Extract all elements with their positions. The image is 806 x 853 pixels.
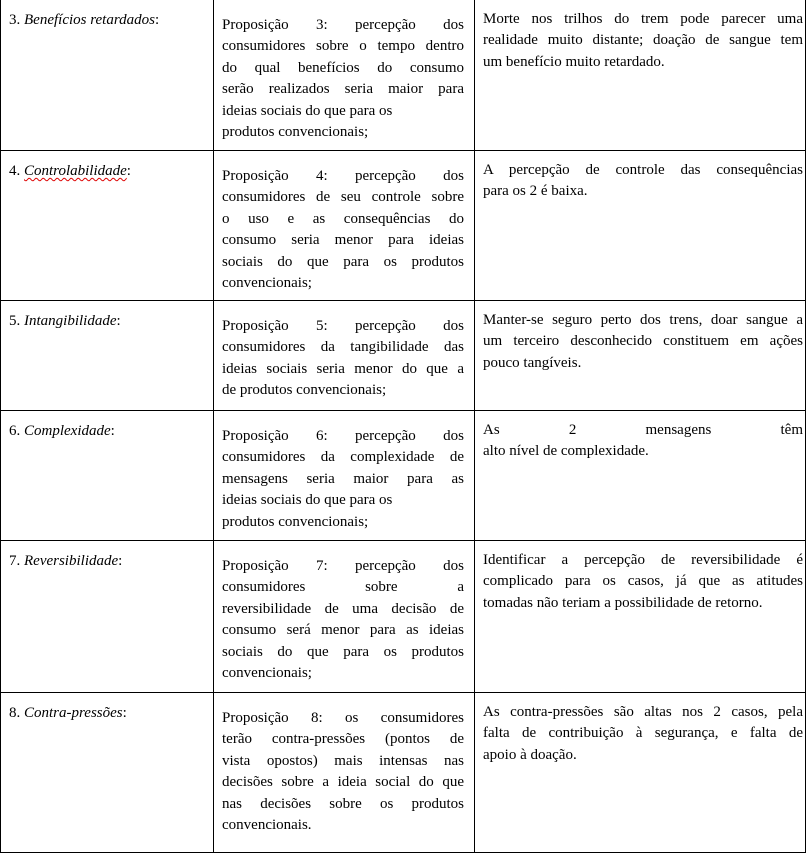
- dimension-cell: [1, 541, 214, 693]
- proposition-cell: [214, 541, 475, 693]
- analysis-cell: [475, 301, 806, 411]
- analysis-cell: [475, 693, 806, 853]
- dimension-suffix: :: [154, 12, 160, 28]
- analysis-line: Identificar a percepção de reversibilidade é: [483, 552, 803, 568]
- analysis-line: As 2 mensagens têm: [483, 422, 803, 438]
- dimension-cell: [1, 411, 214, 541]
- table-row: [1, 151, 806, 301]
- dimension-cell: [1, 693, 214, 853]
- proposition-line: terão contra-pressões (pontos de: [222, 731, 464, 748]
- analysis-line: Morte nos trilhos do trem pode parecer uma: [483, 11, 803, 27]
- analysis-line: para os 2 é baixa.: [483, 183, 588, 200]
- analysis-cell: [475, 411, 806, 541]
- proposition-line: mensagens seria maior para as: [222, 470, 464, 487]
- proposition-line: reversibilidade de uma decisão de: [222, 600, 464, 617]
- analysis-line: Manter-se seguro perto dos trens, doar sangue a: [483, 312, 803, 328]
- proposition-line: ideias sociais seria menor do que a: [222, 360, 464, 377]
- table-row: [1, 0, 806, 151]
- proposition-line: sociais do que para os produtos: [222, 253, 464, 270]
- dimension-title: Contra-pressões: [24, 705, 123, 721]
- analysis-cell: [475, 151, 806, 301]
- proposition-line: ideias sociais do que para os: [222, 102, 393, 119]
- proposition-line: Proposição 4: percepção dos: [222, 168, 464, 184]
- proposition-cell: [214, 693, 475, 853]
- proposition-line: produtos convencionais;: [222, 513, 369, 530]
- dimension-title: Intangibilidade: [24, 313, 117, 329]
- dimension-suffix: :: [116, 313, 121, 329]
- analysis-line: As contra-pressões são altas nos 2 casos, pela: [483, 704, 803, 720]
- analysis-line: complicado para os casos, já que as atitudes: [483, 573, 803, 590]
- dimension-number: 6.: [9, 423, 21, 439]
- dimension-number: 5.: [9, 313, 21, 329]
- proposition-line: de produtos convencionais;: [222, 382, 387, 399]
- proposition-line: Proposição 3: percepção dos: [222, 17, 464, 33]
- dimension-suffix: :: [110, 423, 115, 439]
- proposition-line: o uso e as consequências do: [222, 210, 464, 227]
- dimension-cell: [1, 151, 214, 301]
- proposition-line: convencionais;: [222, 665, 312, 682]
- table-row: [1, 301, 806, 411]
- proposition-cell: [214, 151, 475, 301]
- analysis-cell: [475, 0, 806, 151]
- analysis-cell: [475, 541, 806, 693]
- dimension-cell: [1, 301, 214, 411]
- proposition-line: consumidores da complexidade de: [222, 449, 464, 466]
- proposition-line: convencionais.: [222, 817, 312, 834]
- proposition-cell: [214, 301, 475, 411]
- proposition-cell: [214, 0, 475, 151]
- table-row: [1, 541, 806, 693]
- analysis-line: pouco tangíveis.: [483, 354, 582, 371]
- proposition-line: ideias sociais do que para os: [222, 492, 393, 509]
- dimension-suffix: :: [122, 705, 127, 721]
- dimension-number: 8.: [9, 705, 21, 721]
- proposition-line: Proposição 6: percepção dos: [222, 428, 464, 444]
- analysis-line: um benefício muito retardado.: [483, 53, 665, 70]
- proposition-line: consumidores da tangibilidade das: [222, 339, 464, 356]
- dimension-cell: [1, 0, 214, 151]
- proposition-line: consumidores sobre o tempo dentro: [222, 38, 464, 55]
- proposition-line: sociais do que para os produtos: [222, 643, 464, 660]
- analysis-line: A percepção de controle das consequências: [483, 162, 803, 178]
- dimension-number: 4.: [9, 163, 21, 179]
- proposition-line: Proposição 8: os consumidores: [222, 710, 464, 726]
- proposition-line: serão realizados seria maior para: [222, 81, 464, 98]
- proposition-line: decisões sobre a ideia social do que: [222, 774, 464, 791]
- table-row: [1, 411, 806, 541]
- proposition-line: consumidores sobre a: [222, 579, 464, 596]
- proposition-line: convencionais;: [222, 275, 312, 292]
- analysis-line: realidade muito distante; doação de sangue tem: [483, 32, 803, 49]
- proposition-line: consumo seria menor para ideias: [222, 232, 464, 249]
- dimension-title: Reversibilidade: [24, 553, 119, 569]
- table-row: [1, 693, 806, 853]
- dimension-title: Controlabilidade: [24, 163, 127, 179]
- dimension-suffix: :: [118, 553, 123, 569]
- analysis-line: apoio à doação.: [483, 746, 577, 763]
- dimension-number: 7.: [9, 553, 21, 569]
- dimension-suffix: :: [126, 163, 131, 179]
- proposition-line: vista opostos) mais intensas nas: [222, 752, 464, 769]
- proposition-line: consumo será menor para as ideias: [222, 622, 464, 639]
- proposition-line: do qual benefícios do consumo: [222, 59, 464, 76]
- analysis-line: alto nível de complexidade.: [483, 443, 649, 460]
- proposition-line: nas decisões sobre os produtos: [222, 795, 464, 812]
- dimension-title: Complexidade: [24, 423, 111, 439]
- analysis-line: falta de contribuição à segurança, e falta de: [483, 725, 803, 742]
- proposition-line: Proposição 7: percepção dos: [222, 558, 464, 574]
- analysis-line: um terceiro desconhecido constituem em ações: [483, 333, 803, 350]
- analysis-line: tomadas não teriam a possibilidade de retorno.: [483, 594, 763, 611]
- proposition-cell: [214, 411, 475, 541]
- dimension-title: Benefícios retardados: [24, 12, 155, 28]
- proposition-line: consumidores de seu controle sobre: [222, 189, 464, 206]
- proposition-line: Proposição 5: percepção dos: [222, 318, 464, 334]
- dimension-number: 3.: [9, 12, 21, 28]
- proposition-line: produtos convencionais;: [222, 124, 369, 141]
